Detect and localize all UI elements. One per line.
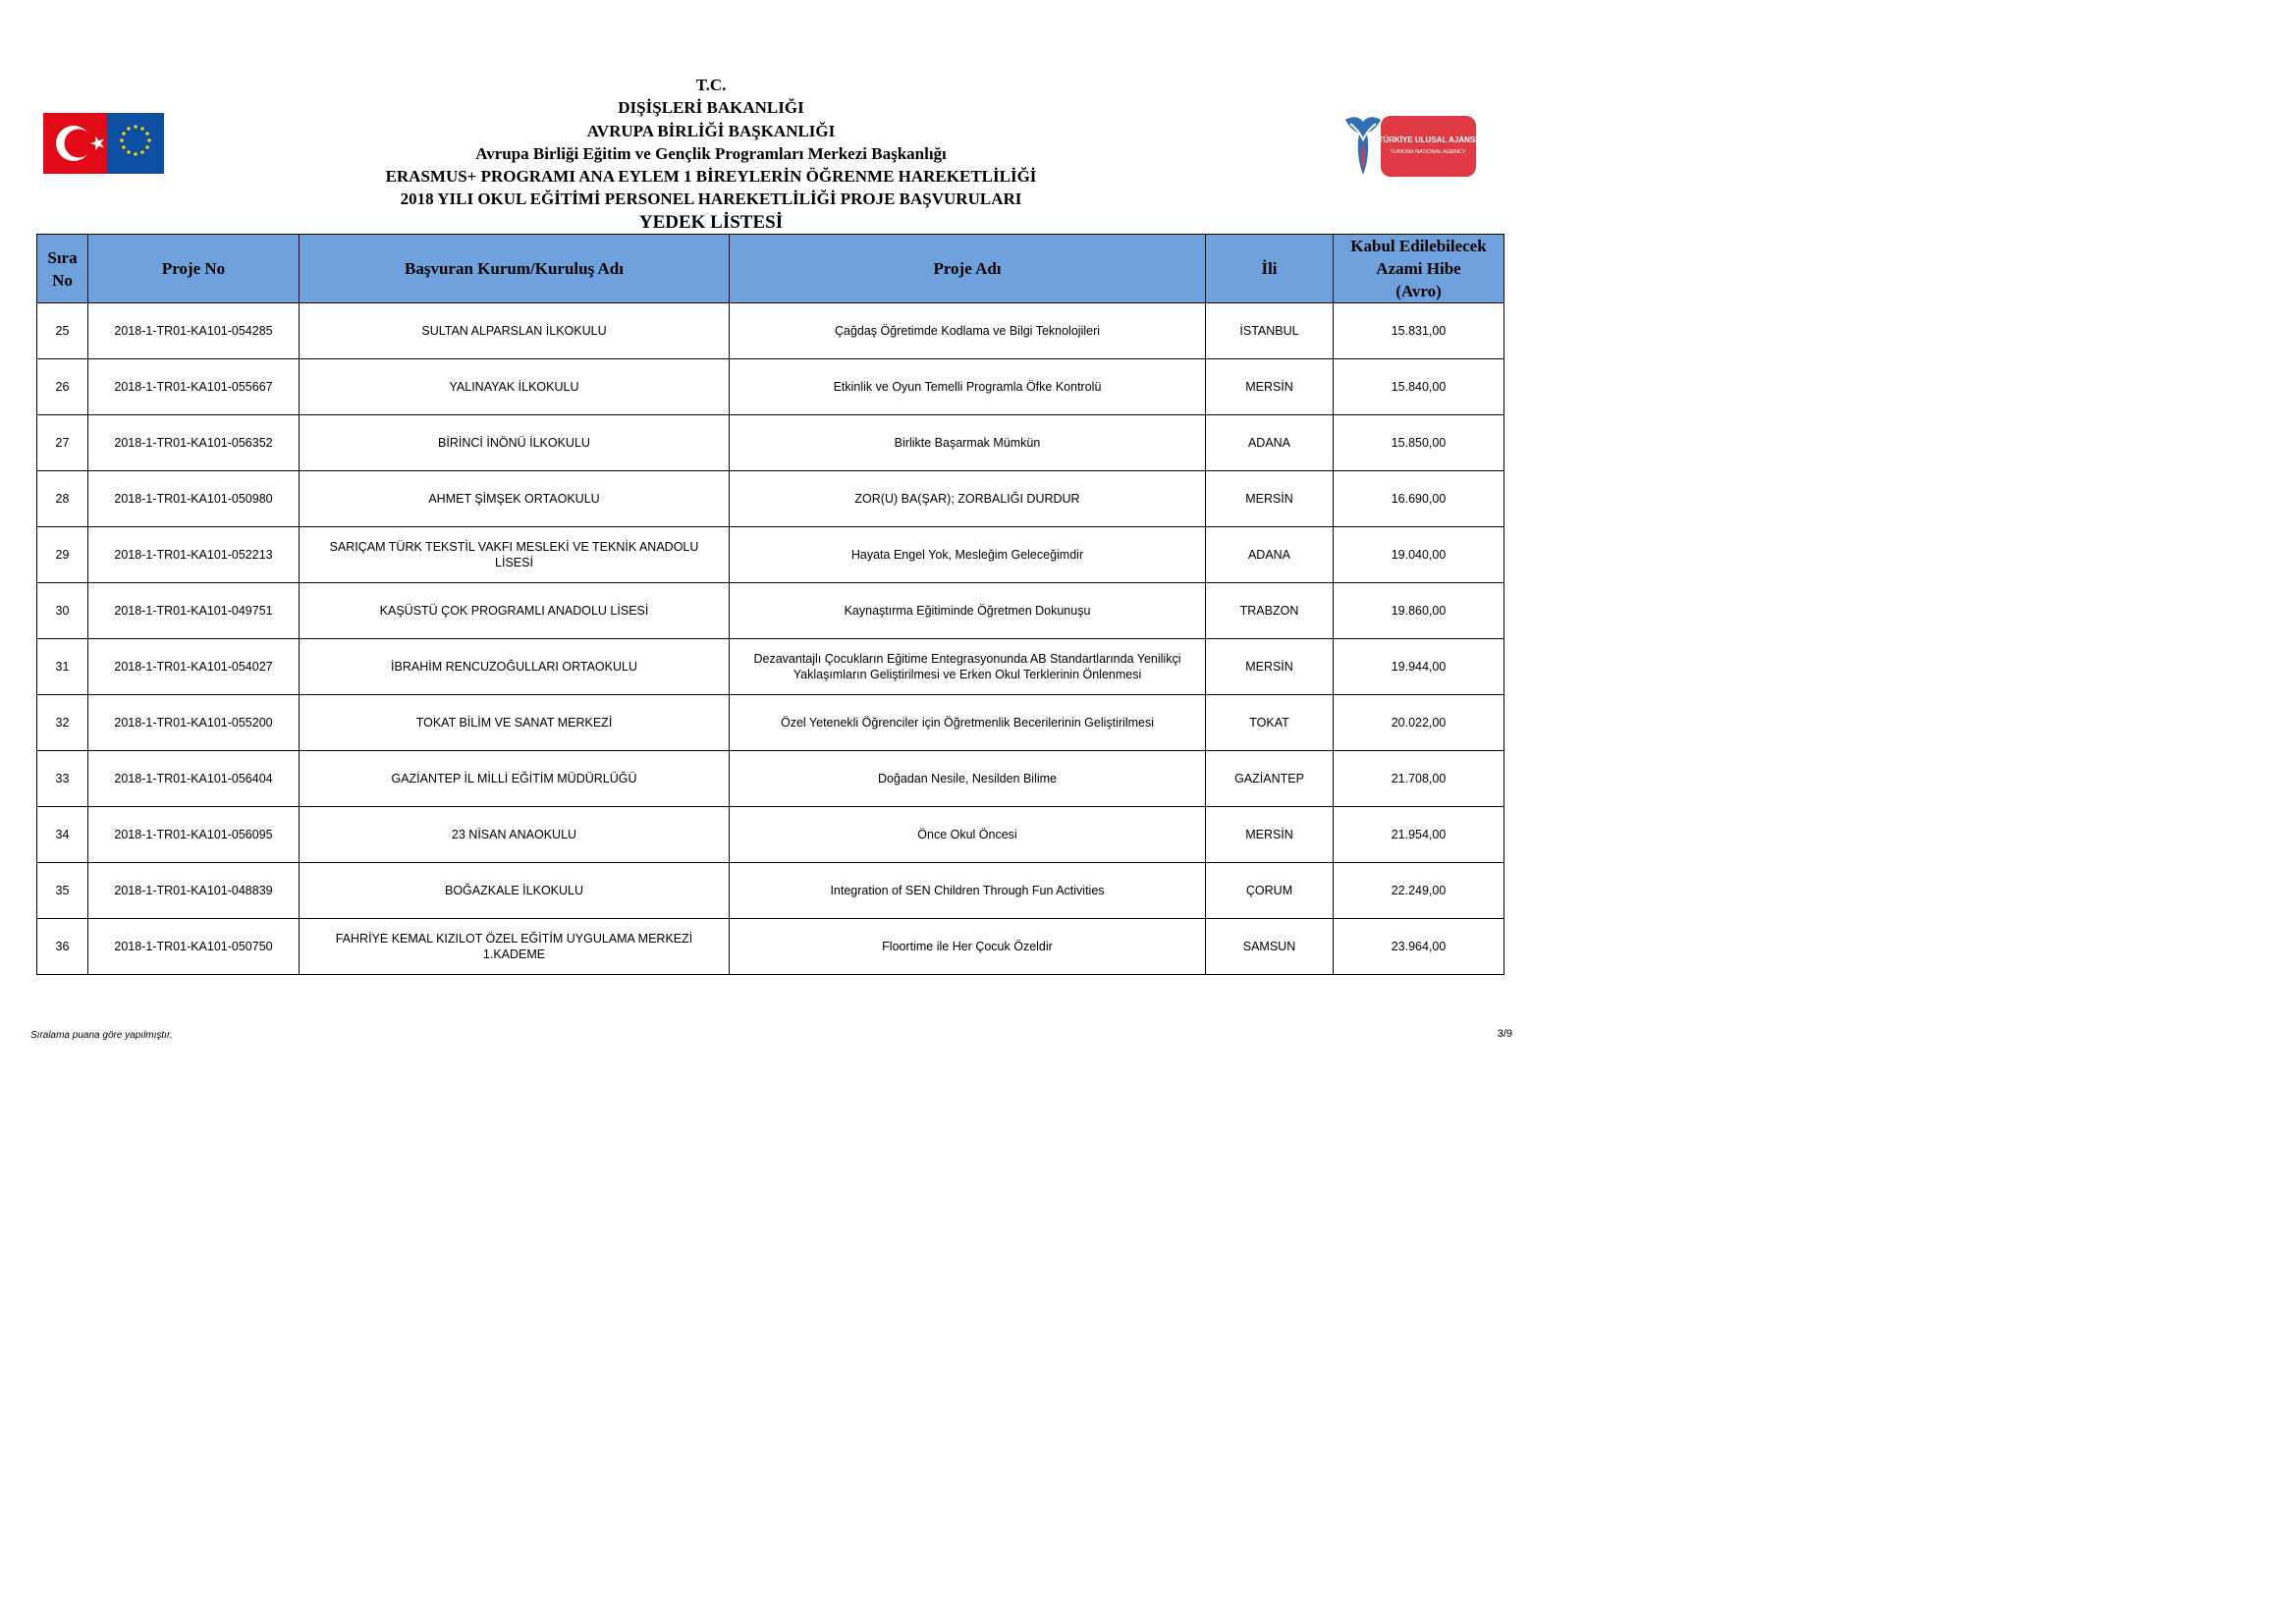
cell-ili: ADANA: [1206, 527, 1334, 583]
header-line-national-agency: Avrupa Birliği Eğitim ve Gençlik Programları Merkezi Başkanlığı: [475, 143, 947, 163]
cell-proje-adi: [730, 751, 1206, 807]
header-line-call: 2018 YILI OKUL EĞİTİMİ PERSONEL HAREKETLİLİĞİ PROJE BAŞVURULARI: [400, 189, 1022, 209]
cell-kurum-line: LİSESİ: [495, 556, 533, 569]
table-row: [37, 359, 1504, 415]
cell-kurum-line: GAZİANTEP İL MİLLİ EĞİTİM MÜDÜRLÜĞÜ: [391, 772, 637, 785]
cell-proje-adi: [730, 415, 1206, 471]
cell-proje-adi: [730, 695, 1206, 751]
cell-kurum: [300, 415, 730, 471]
table-row: [37, 471, 1504, 527]
cell-proje-no: 2018-1-TR01-KA101-050980: [88, 471, 300, 527]
column-header-ili: İli: [1206, 235, 1334, 303]
cell-proje-no: 2018-1-TR01-KA101-056095: [88, 807, 300, 863]
cell-kurum: [300, 303, 730, 359]
cell-proje-no: 2018-1-TR01-KA101-056404: [88, 751, 300, 807]
cell-proje-adi-line: Dezavantajlı Çocukların Eğitime Entegrasyonunda AB Standartlarında Yenilikçi: [753, 652, 1181, 666]
cell-kurum: [300, 639, 730, 695]
cell-proje-adi-line: Kaynaştırma Eğitiminde Öğretmen Dokunuşu: [844, 604, 1091, 618]
cell-hibe: 22.249,00: [1334, 863, 1504, 919]
header-line-tc: T.C.: [695, 76, 727, 94]
cell-proje-adi: [730, 583, 1206, 639]
cell-ili: SAMSUN: [1206, 919, 1334, 975]
cell-proje-adi: [730, 807, 1206, 863]
list-title: YEDEK LİSTESİ: [638, 211, 784, 233]
cell-sira-no: 33: [37, 751, 88, 807]
agency-logo-text: TÜRKİYE ULUSAL AJANSI: [1378, 135, 1477, 144]
cell-sira-no: 34: [37, 807, 88, 863]
cell-hibe: 21.954,00: [1334, 807, 1504, 863]
cell-ili: MERSİN: [1206, 471, 1334, 527]
cell-kurum-line: SULTAN ALPARSLAN İLKOKULU: [421, 324, 607, 338]
cell-kurum-line: 23 NİSAN ANAOKULU: [451, 828, 577, 841]
cell-ili: ADANA: [1206, 415, 1334, 471]
cell-hibe: 15.831,00: [1334, 303, 1504, 359]
page-number: 3/9: [1497, 1028, 1512, 1040]
cell-proje-no: 2018-1-TR01-KA101-054027: [88, 639, 300, 695]
column-header-sira-no: Sıra No: [37, 235, 88, 303]
cell-proje-adi: [730, 919, 1206, 975]
cell-kurum-line: 1.KADEME: [482, 947, 546, 961]
cell-proje-adi-line: Integration of SEN Children Through Fun Activities: [830, 884, 1105, 897]
cell-proje-adi-line: Birlikte Başarmak Mümkün: [894, 436, 1041, 450]
cell-proje-adi: [730, 863, 1206, 919]
cell-kurum: [300, 583, 730, 639]
column-header-proje-adi: Proje Adı: [730, 235, 1206, 303]
cell-kurum-line: FAHRİYE KEMAL KIZILOT ÖZEL EĞİTİM UYGULAMA MERKEZİ: [335, 932, 693, 946]
cell-proje-adi: [730, 303, 1206, 359]
cell-proje-adi: [730, 639, 1206, 695]
table-row: [37, 695, 1504, 751]
cell-hibe: 20.022,00: [1334, 695, 1504, 751]
table-row: [37, 807, 1504, 863]
cell-proje-adi-line: Doğadan Nesile, Nesilden Bilime: [877, 772, 1058, 785]
cell-hibe: 15.850,00: [1334, 415, 1504, 471]
table-header-row: [37, 235, 1504, 303]
cell-sira-no: 32: [37, 695, 88, 751]
cell-kurum: [300, 471, 730, 527]
cell-kurum-line: İBRAHİM RENCUZOĞULLARI ORTAOKULU: [391, 660, 637, 674]
cell-hibe: 21.708,00: [1334, 751, 1504, 807]
table-body: [37, 303, 1504, 975]
cell-ili: İSTANBUL: [1206, 303, 1334, 359]
cell-proje-adi: [730, 359, 1206, 415]
cell-proje-adi: [730, 527, 1206, 583]
cell-proje-no: 2018-1-TR01-KA101-048839: [88, 863, 300, 919]
cell-proje-adi-line: Çağdaş Öğretimde Kodlama ve Bilgi Teknolojileri: [834, 324, 1101, 338]
table-row: [37, 919, 1504, 975]
cell-sira-no: 29: [37, 527, 88, 583]
cell-kurum: [300, 919, 730, 975]
table-row: [37, 415, 1504, 471]
header-line-ministry: DIŞİŞLERİ BAKANLIĞI: [618, 98, 804, 118]
column-header-hibe: Kabul Edilebilecek Azami Hibe (Avro): [1334, 235, 1504, 303]
table-row: [37, 639, 1504, 695]
reserve-list-table: [36, 234, 1504, 975]
cell-ili: ÇORUM: [1206, 863, 1334, 919]
cell-ili: MERSİN: [1206, 807, 1334, 863]
cell-ili: GAZİANTEP: [1206, 751, 1334, 807]
cell-sira-no: 31: [37, 639, 88, 695]
header-line-eu-directorate: AVRUPA BİRLİĞİ BAŞKANLIĞI: [586, 121, 836, 140]
cell-proje-adi-line: Etkinlik ve Oyun Temelli Programla Öfke Kontrolü: [833, 380, 1102, 394]
cell-ili: TRABZON: [1206, 583, 1334, 639]
cell-proje-no: 2018-1-TR01-KA101-054285: [88, 303, 300, 359]
cell-kurum-line: BİRİNCİ İNÖNÜ İLKOKULU: [438, 436, 590, 450]
cell-proje-adi-line: Yaklaşımların Geliştirilmesi ve Erken Okul Terklerinin Önlenmesi: [793, 668, 1142, 681]
cell-kurum: [300, 527, 730, 583]
cell-proje-no: 2018-1-TR01-KA101-055667: [88, 359, 300, 415]
cell-hibe: 19.040,00: [1334, 527, 1504, 583]
table-row: [37, 751, 1504, 807]
cell-kurum: [300, 863, 730, 919]
cell-proje-adi-line: ZOR(U) BA(ŞAR); ZORBALIĞI DURDUR: [854, 492, 1080, 506]
header-line-programme: ERASMUS+ PROGRAMI ANA EYLEM 1 BİREYLERİN ÖĞRENME HAREKETLİLİĞİ: [385, 167, 1037, 187]
cell-proje-no: 2018-1-TR01-KA101-055200: [88, 695, 300, 751]
cell-kurum-line: YALINAYAK İLKOKULU: [449, 380, 579, 394]
column-header-proje-no: Proje No: [88, 235, 300, 303]
cell-kurum-line: TOKAT BİLİM VE SANAT MERKEZİ: [415, 716, 613, 730]
cell-proje-adi-line: Floortime ile Her Çocuk Özeldir: [882, 940, 1053, 953]
cell-hibe: 23.964,00: [1334, 919, 1504, 975]
cell-proje-adi-line: Hayata Engel Yok, Mesleğim Geleceğimdir: [850, 548, 1084, 562]
cell-kurum-line: AHMET ŞİMŞEK ORTAOKULU: [428, 492, 600, 506]
cell-proje-no: 2018-1-TR01-KA101-056352: [88, 415, 300, 471]
cell-kurum-line: SARIÇAM TÜRK TEKSTİL VAKFI MESLEKİ VE TEKNİK ANADOLU: [329, 540, 699, 554]
cell-ili: TOKAT: [1206, 695, 1334, 751]
table-row: [37, 527, 1504, 583]
cell-sira-no: 25: [37, 303, 88, 359]
cell-sira-no: 30: [37, 583, 88, 639]
cell-ili: MERSİN: [1206, 359, 1334, 415]
cell-sira-no: 27: [37, 415, 88, 471]
cell-sira-no: 28: [37, 471, 88, 527]
cell-hibe: 16.690,00: [1334, 471, 1504, 527]
cell-kurum: [300, 751, 730, 807]
table-row: [37, 863, 1504, 919]
cell-proje-no: 2018-1-TR01-KA101-052213: [88, 527, 300, 583]
table-row: [37, 303, 1504, 359]
table-row: [37, 583, 1504, 639]
cell-kurum: [300, 359, 730, 415]
agency-logo-subtext: TURKISH NATIONAL AGENCY: [1390, 149, 1466, 155]
cell-kurum-line: KAŞÜSTÜ ÇOK PROGRAMLI ANADOLU LİSESİ: [379, 604, 649, 618]
cell-ili: MERSİN: [1206, 639, 1334, 695]
cell-proje-adi: [730, 471, 1206, 527]
cell-sira-no: 26: [37, 359, 88, 415]
cell-proje-no: 2018-1-TR01-KA101-049751: [88, 583, 300, 639]
cell-kurum-line: BOĞAZKALE İLKOKULU: [444, 884, 584, 897]
cell-hibe: 15.840,00: [1334, 359, 1504, 415]
cell-sira-no: 36: [37, 919, 88, 975]
cell-proje-no: 2018-1-TR01-KA101-050750: [88, 919, 300, 975]
footer-note: Sıralama puana göre yapılmıştır.: [30, 1030, 173, 1041]
cell-hibe: 19.860,00: [1334, 583, 1504, 639]
column-header-kurum: Başvuran Kurum/Kuruluş Adı: [300, 235, 730, 303]
cell-kurum: [300, 695, 730, 751]
document-header: [0, 74, 1422, 234]
cell-proje-adi-line: Özel Yetenekli Öğrenciler için Öğretmenlik Becerilerinin Geliştirilmesi: [780, 716, 1154, 730]
cell-sira-no: 35: [37, 863, 88, 919]
cell-kurum: [300, 807, 730, 863]
cell-hibe: 19.944,00: [1334, 639, 1504, 695]
cell-proje-adi-line: Önce Okul Öncesi: [917, 828, 1017, 841]
